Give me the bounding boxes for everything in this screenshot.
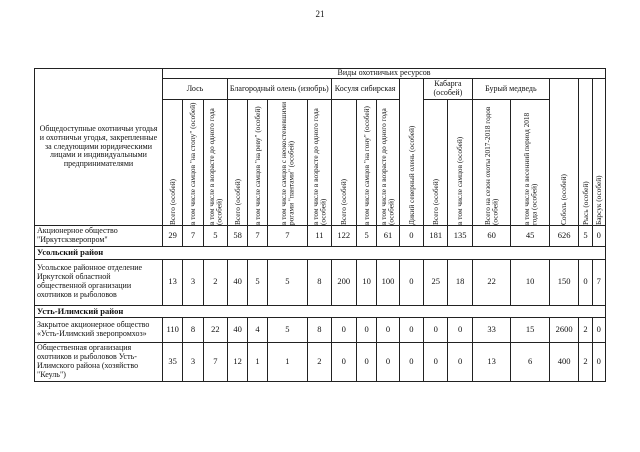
value-cell: 4 — [248, 318, 267, 343]
header-col-2: в том числе в возрасте до одного года (особей) — [203, 100, 227, 226]
value-cell: 7 — [248, 226, 267, 247]
header-col-17: Барсук (особей) — [592, 79, 605, 226]
value-cell: 8 — [308, 259, 331, 305]
value-cell: 0 — [399, 226, 423, 247]
header-col-6: в том числе в возрасте до одного года (особей) — [308, 100, 331, 226]
value-cell: 35 — [163, 343, 183, 382]
value-cell: 0 — [331, 343, 356, 382]
value-cell: 2 — [579, 343, 592, 382]
table-row — [35, 343, 606, 382]
page-number: 21 — [315, 9, 325, 19]
value-cell: 40 — [228, 259, 248, 305]
header-group-olen: Благородный олень (изюбрь) — [228, 79, 332, 100]
header-col-4: в том числе самцов "на реву" (особей) — [248, 100, 267, 226]
value-cell: 60 — [472, 226, 511, 247]
header-col-16: Рысь (особей) — [579, 79, 592, 226]
value-cell: 1 — [248, 343, 267, 382]
value-cell: 5 — [248, 259, 267, 305]
value-cell: 61 — [377, 226, 399, 247]
value-cell: 15 — [511, 318, 550, 343]
header-col-1: в том числе самцов "на стопу" (особей) — [183, 100, 203, 226]
value-cell: 29 — [163, 226, 183, 247]
value-cell: 58 — [228, 226, 248, 247]
value-cell: 135 — [448, 226, 472, 247]
header-col-15: Соболь (особей) — [549, 79, 578, 226]
header-col-9: в том числе в возрасте до одного года (особей) — [377, 100, 399, 226]
value-cell: 5 — [267, 318, 308, 343]
org-name: Акционерное общество "Иркутскзверопром" — [35, 226, 163, 247]
value-cell: 7 — [183, 226, 203, 247]
value-cell: 0 — [377, 318, 399, 343]
value-cell: 0 — [448, 318, 472, 343]
header-col-10: Дикий северный олень (особей) — [399, 79, 423, 226]
header-group-kabarga: Кабарга (особей) — [424, 79, 473, 100]
value-cell: 1 — [267, 343, 308, 382]
table-row — [35, 318, 606, 343]
header-col-14: в том числе в весенний период 2018 года (особей) — [511, 100, 550, 226]
header-group-los: Лось — [163, 79, 228, 100]
header-col-13: Всего на сезон охоты 2017-2018 годов (особей) — [472, 100, 511, 226]
value-cell: 18 — [448, 259, 472, 305]
value-cell: 181 — [424, 226, 448, 247]
header-col-7: Всего (особей) — [331, 100, 356, 226]
value-cell: 2600 — [549, 318, 578, 343]
value-cell: 25 — [424, 259, 448, 305]
table-row — [35, 226, 606, 247]
org-name: Общественная организация охотников и рыболовов Усть-Илимского района (хозяйство "Кеуль") — [35, 343, 163, 382]
org-name: Усольское районное отделение Иркутской областной общественной организации охотников и рыболовов — [35, 259, 163, 305]
value-cell: 400 — [549, 343, 578, 382]
value-cell: 45 — [511, 226, 550, 247]
value-cell: 8 — [183, 318, 203, 343]
value-cell: 0 — [592, 343, 605, 382]
header-col-8: в том числе самцов "на гону" (особей) — [356, 100, 376, 226]
value-cell: 11 — [308, 226, 331, 247]
value-cell: 0 — [424, 343, 448, 382]
value-cell: 10 — [356, 259, 376, 305]
value-cell: 13 — [163, 259, 183, 305]
value-cell: 3 — [183, 259, 203, 305]
header-col-0: Всего (особей) — [163, 100, 183, 226]
value-cell: 0 — [331, 318, 356, 343]
value-cell: 6 — [511, 343, 550, 382]
value-cell: 0 — [399, 259, 423, 305]
value-cell: 2 — [308, 343, 331, 382]
value-cell: 150 — [549, 259, 578, 305]
value-cell: 22 — [472, 259, 511, 305]
header-row-label: Общедоступные охотничьи угодья и охотничьи угодья, закрепленные за следующими юридическими лицами и индивидуальными предпринимателями — [35, 69, 163, 226]
value-cell: 8 — [308, 318, 331, 343]
value-cell: 2 — [203, 259, 227, 305]
table-row — [35, 259, 606, 305]
header-col-3: Всего (особей) — [228, 100, 248, 226]
value-cell: 0 — [377, 343, 399, 382]
value-cell: 7 — [592, 259, 605, 305]
value-cell: 13 — [472, 343, 511, 382]
org-name: Закрытое акционерное общество «Усть-Илимский зверопромхоз» — [35, 318, 163, 343]
section-title: Усть-Илимский район — [35, 305, 606, 318]
section-title: Усольский район — [35, 247, 606, 260]
value-cell: 0 — [579, 259, 592, 305]
value-cell: 0 — [592, 226, 605, 247]
value-cell: 12 — [228, 343, 248, 382]
value-cell: 0 — [399, 343, 423, 382]
header-group-kosulya: Косуля сибирская — [331, 79, 399, 100]
value-cell: 0 — [448, 343, 472, 382]
value-cell: 5 — [203, 226, 227, 247]
value-cell: 7 — [203, 343, 227, 382]
value-cell: 33 — [472, 318, 511, 343]
value-cell: 200 — [331, 259, 356, 305]
value-cell: 5 — [267, 259, 308, 305]
value-cell: 0 — [424, 318, 448, 343]
value-cell: 0 — [592, 318, 605, 343]
value-cell: 3 — [183, 343, 203, 382]
value-cell: 110 — [163, 318, 183, 343]
value-cell: 40 — [228, 318, 248, 343]
header-col-12: в том числе самцов (особей) — [448, 100, 472, 226]
value-cell: 7 — [267, 226, 308, 247]
value-cell: 122 — [331, 226, 356, 247]
value-cell: 2 — [579, 318, 592, 343]
header-col-5: в том числе самцов с неокостеневшими рогами "пантами" (особей) — [267, 100, 308, 226]
header-group-medved: Бурый медведь — [472, 79, 549, 100]
header-col-11: Всего (особей) — [424, 100, 448, 226]
value-cell: 0 — [356, 318, 376, 343]
hunting-resources-table — [34, 68, 606, 382]
section-row — [35, 247, 606, 260]
value-cell: 10 — [511, 259, 550, 305]
value-cell: 5 — [579, 226, 592, 247]
value-cell: 5 — [356, 226, 376, 247]
value-cell: 626 — [549, 226, 578, 247]
section-row — [35, 305, 606, 318]
value-cell: 100 — [377, 259, 399, 305]
value-cell: 0 — [399, 318, 423, 343]
value-cell: 0 — [356, 343, 376, 382]
header-resources-title: Виды охотничьих ресурсов — [163, 69, 606, 79]
value-cell: 22 — [203, 318, 227, 343]
